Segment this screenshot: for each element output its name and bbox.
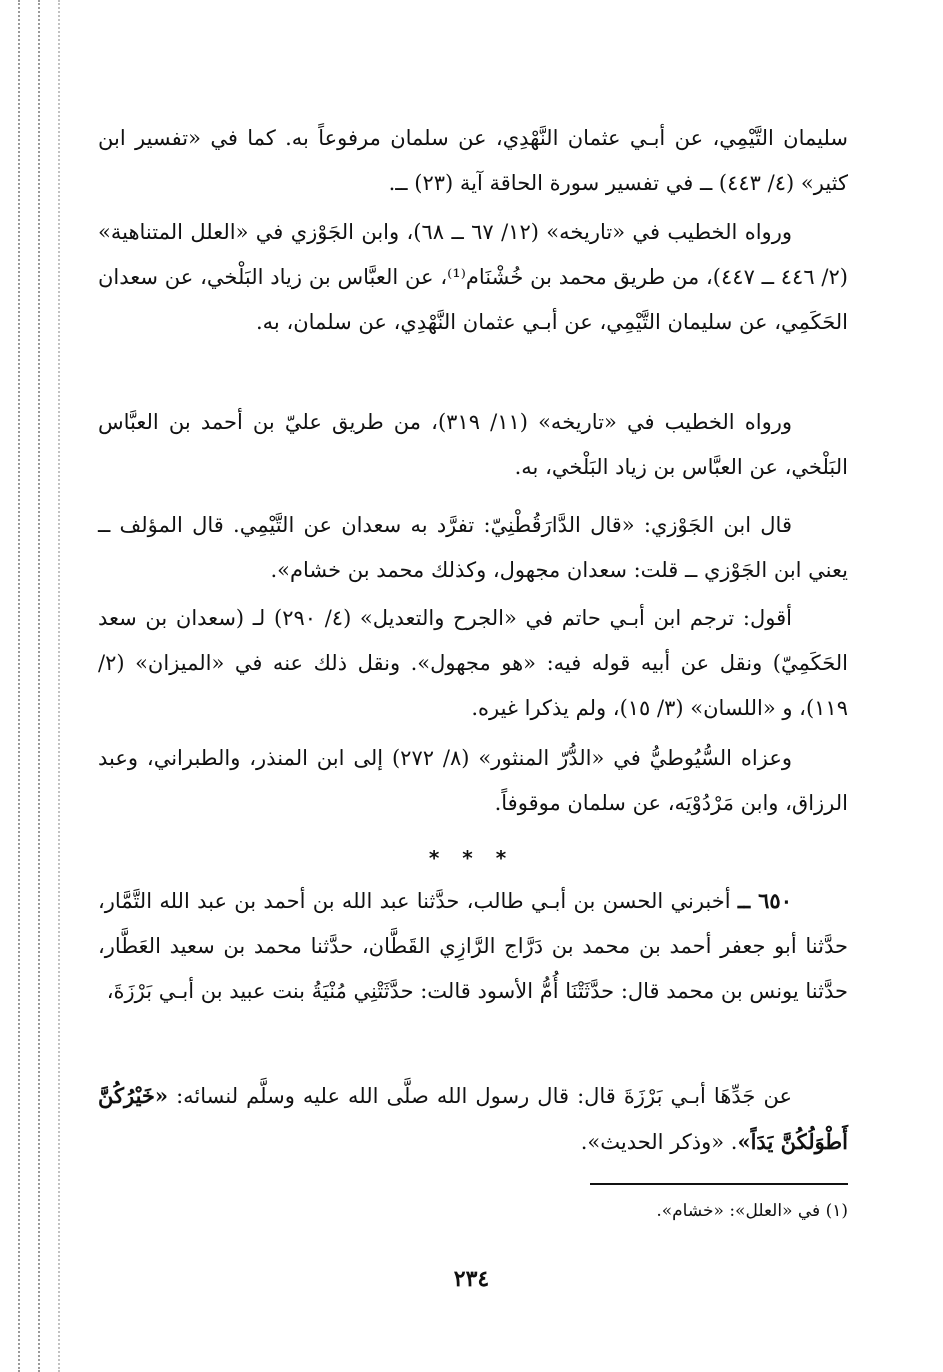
paragraph-ibn-jawzi-quote: [98, 503, 848, 593]
matn-intro: عن جَدِّهَا أبـي بَرْزَةَ قال: قال رسول الله صلَّى الله عليه وسلَّم لنسائه:: [168, 1084, 792, 1108]
paragraph-text: سليمان التَّيْمِي، عن أبـي عثمان النَّهْدِي، عن سلمان مرفوعاً به. كما في «تفسير ابن كثير» (٤/ ٤٤٣) ــ في تفسير سورة الحاقة آية (٢٣) ــ.: [98, 126, 848, 195]
paragraph-text: قال ابن الجَوْزي: «قال الدَّارَقُطْنِيّ: تفرَّد به سعدان عن التَّيْمِي. قال المؤلف ــ يعني ابن الجَوْزي ــ قلت: سعدان مجهول، وكذلك محمد بن خشام».: [98, 513, 848, 582]
paragraph-author-comment: [98, 596, 848, 731]
footnote: (١) في «العلل»: «خشام».: [656, 1201, 848, 1221]
hadith-matn: [98, 1073, 848, 1165]
paragraph-text: وعزاه السُّيُوطيُّ في «الدُّرّ المنثور» (٨/ ٢٧٢) إلى ابن المنذر، والطبراني، وعبد الرزاق، وابن مَرْدُوْيَه، عن سلمان موقوفاً.: [98, 746, 848, 815]
paragraph-text: ورواه الخطيب في «تاريخه» (١٢/ ٦٧ ــ ٦٨)، وابن الجَوْزي في «العلل المتناهية» (٢/ ٤٤٦ ــ ٤٤٧)، من طريق محمد بن خُشْنَام⁽¹⁾، عن العبَّاس بن زياد البَلْخي، عن سعدان الحَكَمِي، عن سليمان التَّيْمِي، عن أبـي عثمان النَّهْدِي، عن سلمان، به.: [98, 220, 848, 334]
paragraph-suyuti-attribution: [98, 736, 848, 826]
section-separator: * * *: [428, 846, 515, 870]
hadith-isnad: [98, 878, 848, 1014]
paragraph-text: [98, 878, 848, 1014]
scan-edge-mark: [38, 0, 40, 1372]
paragraph-khatib-tarikh-2: [98, 400, 848, 490]
paragraph-tafsir-ibn-kathir: [98, 116, 848, 206]
footnote-divider: [590, 1183, 848, 1185]
paragraph-text: أقول: ترجم ابن أبـي حاتم في «الجرح والتعديل» (٤/ ٢٩٠) لـ (سعدان بن سعد الحَكَمِيّ) ونقل عن أبيه قوله فيه: «هو مجهول». ونقل ذلك عنه في «الميزان» (٢/ ١١٩)، و «اللسان» (٣/ ١٥)، ولم يذكرا غيره.: [98, 606, 849, 720]
paragraph-text: ورواه الخطيب في «تاريخه» (١١/ ٣١٩)، من طريق عليّ بن أحمد بن العبَّاس البَلْخي، عن العبَّاس بن زياد البَلْخي، به.: [98, 410, 848, 479]
isnad-text: أخبرني الحسن بن أبـي طالب، حدَّثنا عبد الله بن أحمد بن عبد الله التَّمَّار، حدَّثنا أبو جعفر أحمد بن محمد بن دَرَّاج الرَّازِي القَطَّان، حدَّثنا محمد بن سعيد العَطَّار، حدَّثنا يونس بن محمد قال: حدَّثَتْنَا أُمُّ الأسود قالت: حدَّثَتْنِي مُنْيَةُ بنت عبيد بن أبـي بَرْزَةَ،: [98, 889, 848, 1003]
scan-edge-mark: [18, 0, 20, 1372]
paragraph-text: [98, 1073, 848, 1165]
paragraph-khatib-tarikh-1: [98, 210, 848, 345]
prophetic-quote: «خَيْرُكُنَّ أَطْوَلُكُنَّ يَدَاً»: [98, 1083, 848, 1154]
page-number: ٢٣٤: [453, 1266, 490, 1292]
matn-ending: . «وذكر الحديث».: [580, 1130, 738, 1154]
hadith-number: ٦٥٠ ــ: [737, 888, 792, 913]
scan-edge-mark: [58, 0, 60, 1372]
